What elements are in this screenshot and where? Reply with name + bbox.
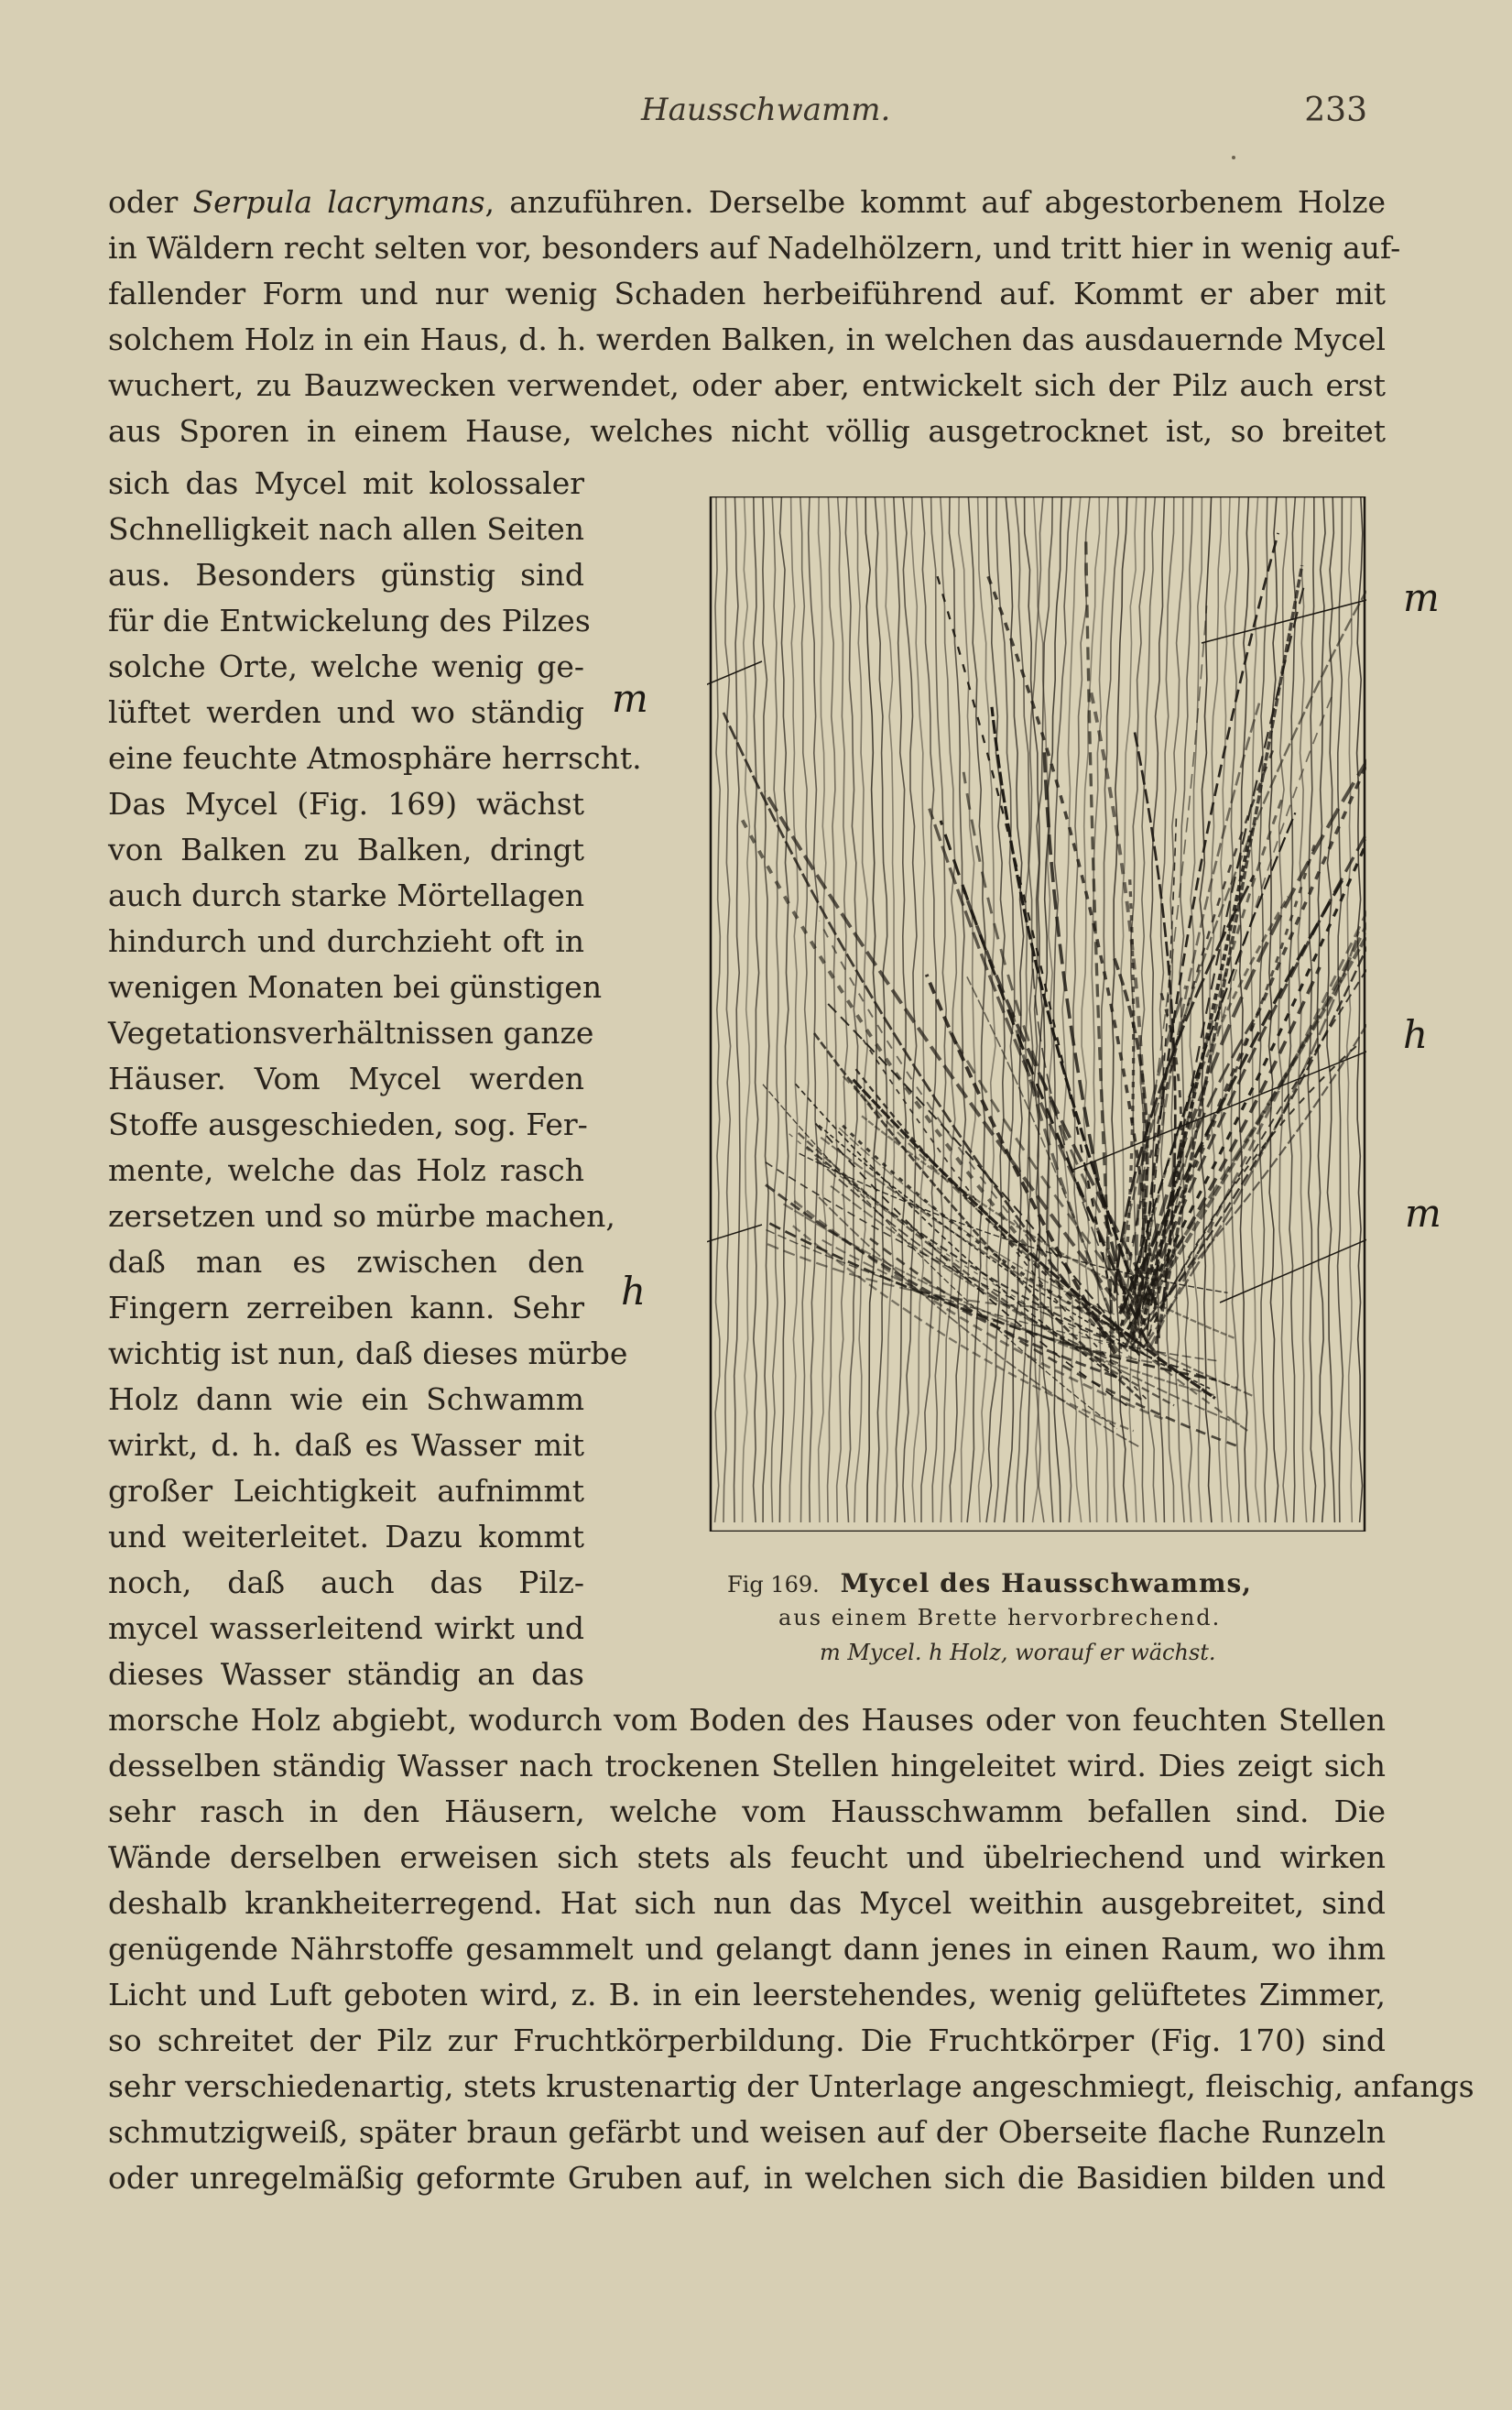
text-line: solche Orte, welche wenig ge- <box>108 649 584 684</box>
text-line: deshalb krankheiterregend. Hat sich nun das Mycel weithin ausgebreitet, sind <box>108 1885 1386 1921</box>
latin-species-name: Serpula lacrymans <box>192 184 485 220</box>
text-line: und weiterleitet. Dazu kommt <box>108 1519 584 1554</box>
text-line: sehr rasch in den Häusern, welche vom Hausschwamm befallen sind. Die <box>108 1794 1386 1829</box>
text-line: daß man es zwischen den <box>108 1244 584 1280</box>
text-line: solchem Holz in ein Haus, d. h. werden Balken, in welchen das ausdauernde Mycel <box>108 322 1386 357</box>
figure-caption-line3: m Mycel. h Holz, worauf er wächst. <box>820 1640 1216 1665</box>
text-line: auch durch starke Mörtellagen <box>108 878 585 913</box>
page-header <box>0 92 1512 137</box>
text-line: zersetzen und so mürbe machen, <box>108 1198 615 1234</box>
label-h-left: h <box>621 1269 647 1314</box>
text-line: Fingern zerreiben kann. Sehr <box>108 1290 584 1325</box>
text-line: hindurch und durchzieht oft in <box>108 923 584 959</box>
text-line: genügende Nährstoffe gesammelt und gelangt dann jenes in einen Raum, wo ihm <box>108 1931 1386 1967</box>
running-title: Hausschwamm. <box>641 92 891 128</box>
figure-caption-line1 <box>727 1568 1252 1598</box>
text-line: Holz dann wie ein Schwamm <box>108 1381 584 1417</box>
text-line: mente, welche das Holz rasch <box>108 1152 584 1188</box>
text-line: Häuser. Vom Mycel werden <box>108 1061 584 1096</box>
text-line: noch, daß auch das Pilz- <box>108 1565 584 1600</box>
text-line: von Balken zu Balken, dringt <box>108 832 584 867</box>
page-number: 233 <box>1304 92 1367 129</box>
text-line: in Wäldern recht selten vor, besonders auf Nadelhölzern, und tritt hier in wenig auf- <box>108 230 1401 266</box>
text-line: großer Leichtigkeit aufnimmt <box>108 1473 584 1509</box>
paper-speck <box>1232 156 1235 159</box>
figure-number: Fig 169. <box>727 1572 820 1598</box>
text-line: dieses Wasser ständig an das <box>108 1656 584 1692</box>
text-line: schmutzigweiß, später braun gefärbt und weisen auf der Oberseite flache Runzeln <box>108 2114 1386 2150</box>
text-line: oder unregelmäßig geformte Gruben auf, in welchen sich die Basidien bilden und <box>108 2160 1386 2196</box>
text-line: morsche Holz abgiebt, wodurch vom Boden des Hauses oder von feuchten Stellen <box>108 1702 1386 1738</box>
text-line: Wände derselben erweisen sich stets als feucht und übelriechend und wirken <box>108 1839 1386 1875</box>
text-line: sehr verschiedenartig, stets krustenartig der Unterlage angeschmiegt, fleischig, anfangs <box>108 2068 1474 2104</box>
figure-caption-line2: aus einem Brette hervorbrechend. <box>778 1605 1222 1630</box>
text-line: eine feuchte Atmosphäre herrscht. <box>108 740 642 776</box>
text-line: für die Entwickelung des Pilzes <box>108 603 591 638</box>
text-line: wichtig ist nun, daß dieses mürbe <box>108 1336 628 1371</box>
label-m-right: m <box>1405 1191 1441 1236</box>
label-h-right: h <box>1403 1012 1429 1057</box>
figure-169 <box>707 496 1366 1532</box>
label-m-left: m <box>612 676 648 721</box>
text-line-content: oder Serpula lacrymans, anzuführen. Derselbe kommt auf abgestorbenem Holze <box>108 184 1387 220</box>
text-line: wenigen Monaten bei günstigen <box>108 969 603 1005</box>
text-line: Licht und Luft geboten wird, z. B. in ein leerstehendes, wenig gelüftetes Zimmer, <box>108 1977 1386 2012</box>
text-line <box>108 180 1386 225</box>
text-line: fallender Form und nur wenig Schaden herbeiführend auf. Kommt er aber mit <box>108 276 1386 311</box>
figure-title: Mycel des Hausschwamms, <box>840 1568 1252 1598</box>
label-m-top-right: m <box>1403 575 1440 620</box>
text-line: so schreitet der Pilz zur Fruchtkörperbildung. Die Fruchtkörper (Fig. 170) sind <box>108 2023 1386 2058</box>
text-line: mycel wasserleitend wirkt und <box>108 1610 584 1646</box>
text-line: aus. Besonders günstig sind <box>108 557 584 593</box>
text-line: Stoffe ausgeschieden, sog. Fer- <box>108 1107 588 1142</box>
text-line: Schnelligkeit nach allen Seiten <box>108 511 584 547</box>
mycelium-illustration <box>707 496 1366 1532</box>
text-line: sich das Mycel mit kolossaler <box>108 465 584 501</box>
text-line: wuchert, zu Bauzwecken verwendet, oder aber, entwickelt sich der Pilz auch erst <box>108 367 1386 403</box>
text-line: wirkt, d. h. daß es Wasser mit <box>108 1427 584 1463</box>
text-line: desselben ständig Wasser nach trockenen Stellen hingeleitet wird. Dies zeigt sich <box>108 1748 1386 1783</box>
text-line: aus Sporen in einem Hause, welches nicht völlig ausgetrocknet ist, so breitet <box>108 413 1386 449</box>
text-line: lüftet werden und wo ständig <box>108 694 584 730</box>
text-line: Vegetationsverhältnissen ganze <box>108 1015 594 1051</box>
text-line: Das Mycel (Fig. 169) wächst <box>108 786 584 822</box>
